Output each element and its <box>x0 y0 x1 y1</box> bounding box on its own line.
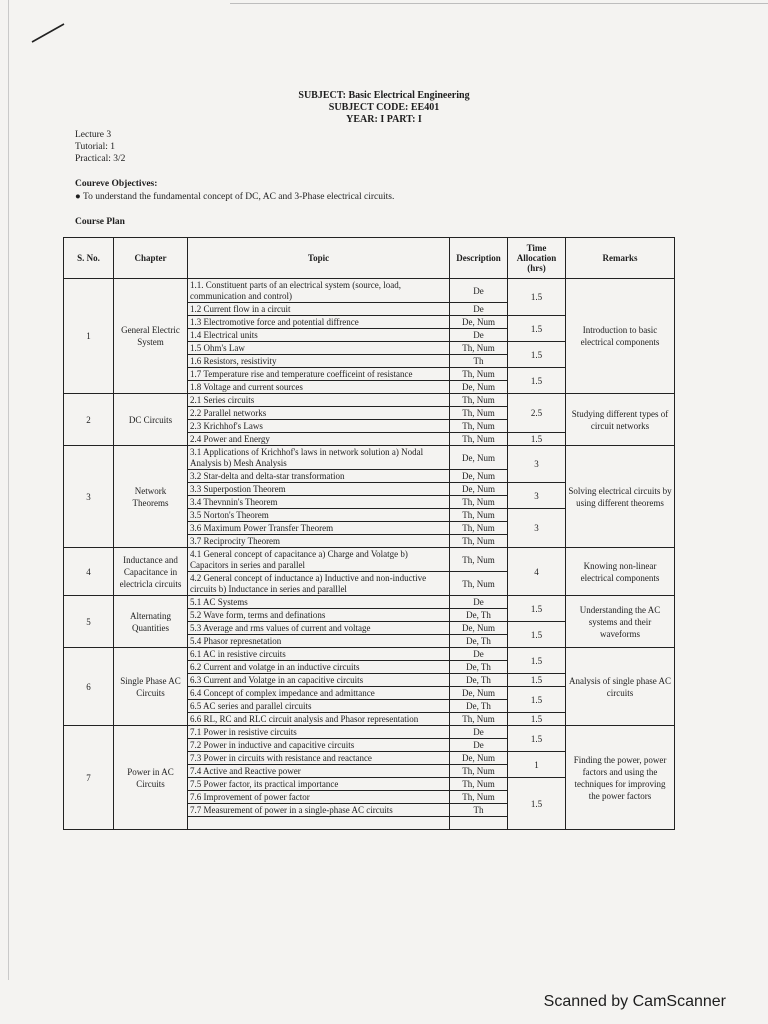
description-cell: Th, Num <box>450 713 508 726</box>
chapter-cell: Inductance and Capacitance in electricla circuits <box>114 548 188 596</box>
description-cell: De <box>450 329 508 342</box>
course-plan-body <box>64 279 675 830</box>
pen-stroke-icon <box>30 20 66 46</box>
time-cell: 1 <box>508 752 566 778</box>
year-part: YEAR: I PART: I <box>346 114 422 125</box>
time-cell: 1.5 <box>508 713 566 726</box>
description-cell: Th <box>450 355 508 368</box>
topic-cell: 1.6 Resistors, resistivity <box>188 355 450 368</box>
remarks-cell: Introduction to basic electrical components <box>566 279 675 394</box>
topic-cell: 5.4 Phasor represnetation <box>188 635 450 648</box>
topic-cell <box>188 817 450 830</box>
description-cell: Th, Num <box>450 765 508 778</box>
time-cell: 2.5 <box>508 394 566 433</box>
description-cell: Th <box>450 804 508 817</box>
topic-cell: 1.5 Ohm's Law <box>188 342 450 355</box>
description-cell: De, Th <box>450 674 508 687</box>
topic-cell: 7.4 Active and Reactive power <box>188 765 450 778</box>
description-cell: De, Num <box>450 381 508 394</box>
objectives-title: Coureve Objectives: <box>75 179 158 189</box>
topic-cell: 7.2 Power in inductive and capacitive circuits <box>188 739 450 752</box>
page-edge <box>8 0 9 980</box>
description-cell: De, Num <box>450 446 508 470</box>
topic-cell: 3.2 Star-delta and delta-star transformation <box>188 470 450 483</box>
description-cell: De, Th <box>450 700 508 713</box>
scanner-watermark: Scanned by CamScanner <box>543 993 726 1010</box>
description-cell: De, Num <box>450 470 508 483</box>
sno-cell: 6 <box>64 648 114 726</box>
topic-cell: 1.2 Current flow in a circuit <box>188 303 450 316</box>
topic-cell: 6.5 AC series and parallel circuits <box>188 700 450 713</box>
table-header-row <box>64 238 675 279</box>
topic-cell: 2.1 Series circuits <box>188 394 450 407</box>
topic-cell: 3.6 Maximum Power Transfer Theorem <box>188 522 450 535</box>
topic-cell: 5.3 Average and rms values of current and voltage <box>188 622 450 635</box>
course-plan-table <box>63 237 675 830</box>
topic-cell: 3.3 Superpostion Theorem <box>188 483 450 496</box>
practical-hours: Practical: 3/2 <box>75 154 126 164</box>
course-objectives <box>75 178 394 204</box>
description-cell: De <box>450 726 508 739</box>
chapter-cell: Power in AC Circuits <box>114 726 188 830</box>
sno-cell: 3 <box>64 446 114 548</box>
topic-cell: 1.3 Electromotive force and potential diffrence <box>188 316 450 329</box>
description-cell: Th, Num <box>450 791 508 804</box>
chapter-cell: General Electric System <box>114 279 188 394</box>
description-cell: Th, Num <box>450 509 508 522</box>
table-row <box>64 596 675 609</box>
topic-cell: 6.2 Current and volatge in an inductive circuits <box>188 661 450 674</box>
description-cell: De, Num <box>450 483 508 496</box>
description-cell: Th, Num <box>450 522 508 535</box>
header-remarks: Remarks <box>566 238 675 279</box>
topic-cell: 3.7 Reciprocity Theorem <box>188 535 450 548</box>
description-cell: De <box>450 303 508 316</box>
time-cell: 1.5 <box>508 622 566 648</box>
topic-cell: 7.7 Measurement of power in a single-phase AC circuits <box>188 804 450 817</box>
topic-cell: 6.4 Concept of complex impedance and admittance <box>188 687 450 700</box>
chapter-cell: DC Circuits <box>114 394 188 446</box>
time-cell: 1.5 <box>508 674 566 687</box>
remarks-cell: Studying different types of circuit networks <box>566 394 675 446</box>
topic-cell: 4.2 General concept of inductance a) Inductive and non-inductive circuits b) Inductance in series and paralllel <box>188 572 450 596</box>
description-cell: Th, Num <box>450 407 508 420</box>
header-time-allocation: Time Allocation (hrs) <box>508 238 566 279</box>
table-row <box>64 446 675 470</box>
description-cell: Th, Num <box>450 548 508 572</box>
description-cell: Th, Num <box>450 778 508 791</box>
sno-cell: 4 <box>64 548 114 596</box>
topic-cell: 7.5 Power factor, its practical importance <box>188 778 450 791</box>
sno-cell: 1 <box>64 279 114 394</box>
description-cell: De, Num <box>450 752 508 765</box>
topic-cell: 2.4 Power and Energy <box>188 433 450 446</box>
description-cell: De, Th <box>450 609 508 622</box>
topic-cell: 7.1 Power in resistive circuits <box>188 726 450 739</box>
description-cell: Th, Num <box>450 394 508 407</box>
description-cell: De, Th <box>450 635 508 648</box>
time-cell: 1.5 <box>508 368 566 394</box>
topic-cell: 2.2 Parallel networks <box>188 407 450 420</box>
remarks-cell: Finding the power, power factors and using the techniques for improving the power factors <box>566 726 675 830</box>
description-cell: Th, Num <box>450 433 508 446</box>
topic-cell: 2.3 Krichhof's Laws <box>188 420 450 433</box>
description-cell: De, Num <box>450 316 508 329</box>
time-cell: 3 <box>508 446 566 483</box>
remarks-cell: Knowing non-linear electrical components <box>566 548 675 596</box>
topic-cell: 1.1. Constituent parts of an electrical system (source, load, communication and control) <box>188 279 450 303</box>
description-cell: Th, Num <box>450 496 508 509</box>
sno-cell: 7 <box>64 726 114 830</box>
description-cell: De, Num <box>450 622 508 635</box>
sno-cell: 2 <box>64 394 114 446</box>
time-cell: 3 <box>508 483 566 509</box>
topic-cell: 6.3 Current and Volatge in an capacitive circuits <box>188 674 450 687</box>
description-cell: Th, Num <box>450 368 508 381</box>
description-cell: Th, Num <box>450 572 508 596</box>
remarks-cell: Solving electrical circuits by using different theorems <box>566 446 675 548</box>
table-row <box>64 648 675 661</box>
time-cell: 1.5 <box>508 726 566 752</box>
description-cell <box>450 817 508 830</box>
time-cell: 1.5 <box>508 596 566 622</box>
chapter-cell: Network Theorems <box>114 446 188 548</box>
topic-cell: 6.6 RL, RC and RLC circuit analysis and Phasor representation <box>188 713 450 726</box>
topic-cell: 7.6 Improvement of power factor <box>188 791 450 804</box>
table-row <box>64 548 675 572</box>
header-chapter: Chapter <box>114 238 188 279</box>
time-cell: 3 <box>508 509 566 548</box>
time-cell: 4 <box>508 548 566 596</box>
description-cell: Th, Num <box>450 342 508 355</box>
description-cell: De <box>450 596 508 609</box>
time-cell: 1.5 <box>508 279 566 316</box>
tutorial-hours: Tutorial: 1 <box>75 142 116 152</box>
lecture-hours: Lecture 3 <box>75 130 112 140</box>
description-cell: De, Num <box>450 687 508 700</box>
topic-cell: 7.3 Power in circuits with resistance and reactance <box>188 752 450 765</box>
topic-cell: 3.1 Applications of Krichhof's laws in network solution a) Nodal Analysis b) Mesh Analysis <box>188 446 450 470</box>
description-cell: De <box>450 279 508 303</box>
header-sno: S. No. <box>64 238 114 279</box>
topic-cell: 6.1 AC in resistive circuits <box>188 648 450 661</box>
topic-cell: 1.7 Temperature rise and temperature coefficeint of resistance <box>188 368 450 381</box>
credit-hours <box>75 129 125 165</box>
objective-item: ● To understand the fundamental concept of DC, AC and 3-Phase electrical circuits. <box>75 192 395 202</box>
time-cell: 1.5 <box>508 648 566 674</box>
table-row <box>64 726 675 739</box>
table-row <box>64 394 675 407</box>
description-cell: De, Th <box>450 661 508 674</box>
topic-cell: 1.8 Voltage and current sources <box>188 381 450 394</box>
subject-title: SUBJECT: Basic Electrical Engineering <box>298 90 470 101</box>
description-cell: Th, Num <box>450 535 508 548</box>
description-cell: Th, Num <box>450 420 508 433</box>
chapter-cell: Alternating Quantities <box>114 596 188 648</box>
header-description: Description <box>450 238 508 279</box>
topic-cell: 3.4 Thevnnin's Theorem <box>188 496 450 509</box>
topic-cell: 1.4 Electrical units <box>188 329 450 342</box>
topic-cell: 5.2 Wave form, terms and definations <box>188 609 450 622</box>
remarks-cell: Analysis of single phase AC circuits <box>566 648 675 726</box>
topic-cell: 4.1 General concept of capacitance a) Charge and Volatge b) Capacitors in series and parallel <box>188 548 450 572</box>
remarks-cell: Understanding the AC systems and their waveforms <box>566 596 675 648</box>
sno-cell: 5 <box>64 596 114 648</box>
page-top-edge <box>230 3 768 4</box>
topic-cell: 3.5 Norton's Theorem <box>188 509 450 522</box>
header-topic: Topic <box>188 238 450 279</box>
chapter-cell: Single Phase AC Circuits <box>114 648 188 726</box>
description-cell: De <box>450 648 508 661</box>
time-cell: 1.5 <box>508 778 566 830</box>
description-cell: De <box>450 739 508 752</box>
subject-code: SUBJECT CODE: EE401 <box>328 102 440 113</box>
time-cell: 1.5 <box>508 433 566 446</box>
table-row <box>64 279 675 303</box>
document-header <box>0 90 768 126</box>
topic-cell: 5.1 AC Systems <box>188 596 450 609</box>
time-cell: 1.5 <box>508 342 566 368</box>
time-cell: 1.5 <box>508 687 566 713</box>
course-plan-title: Course Plan <box>75 217 125 227</box>
time-cell: 1.5 <box>508 316 566 342</box>
